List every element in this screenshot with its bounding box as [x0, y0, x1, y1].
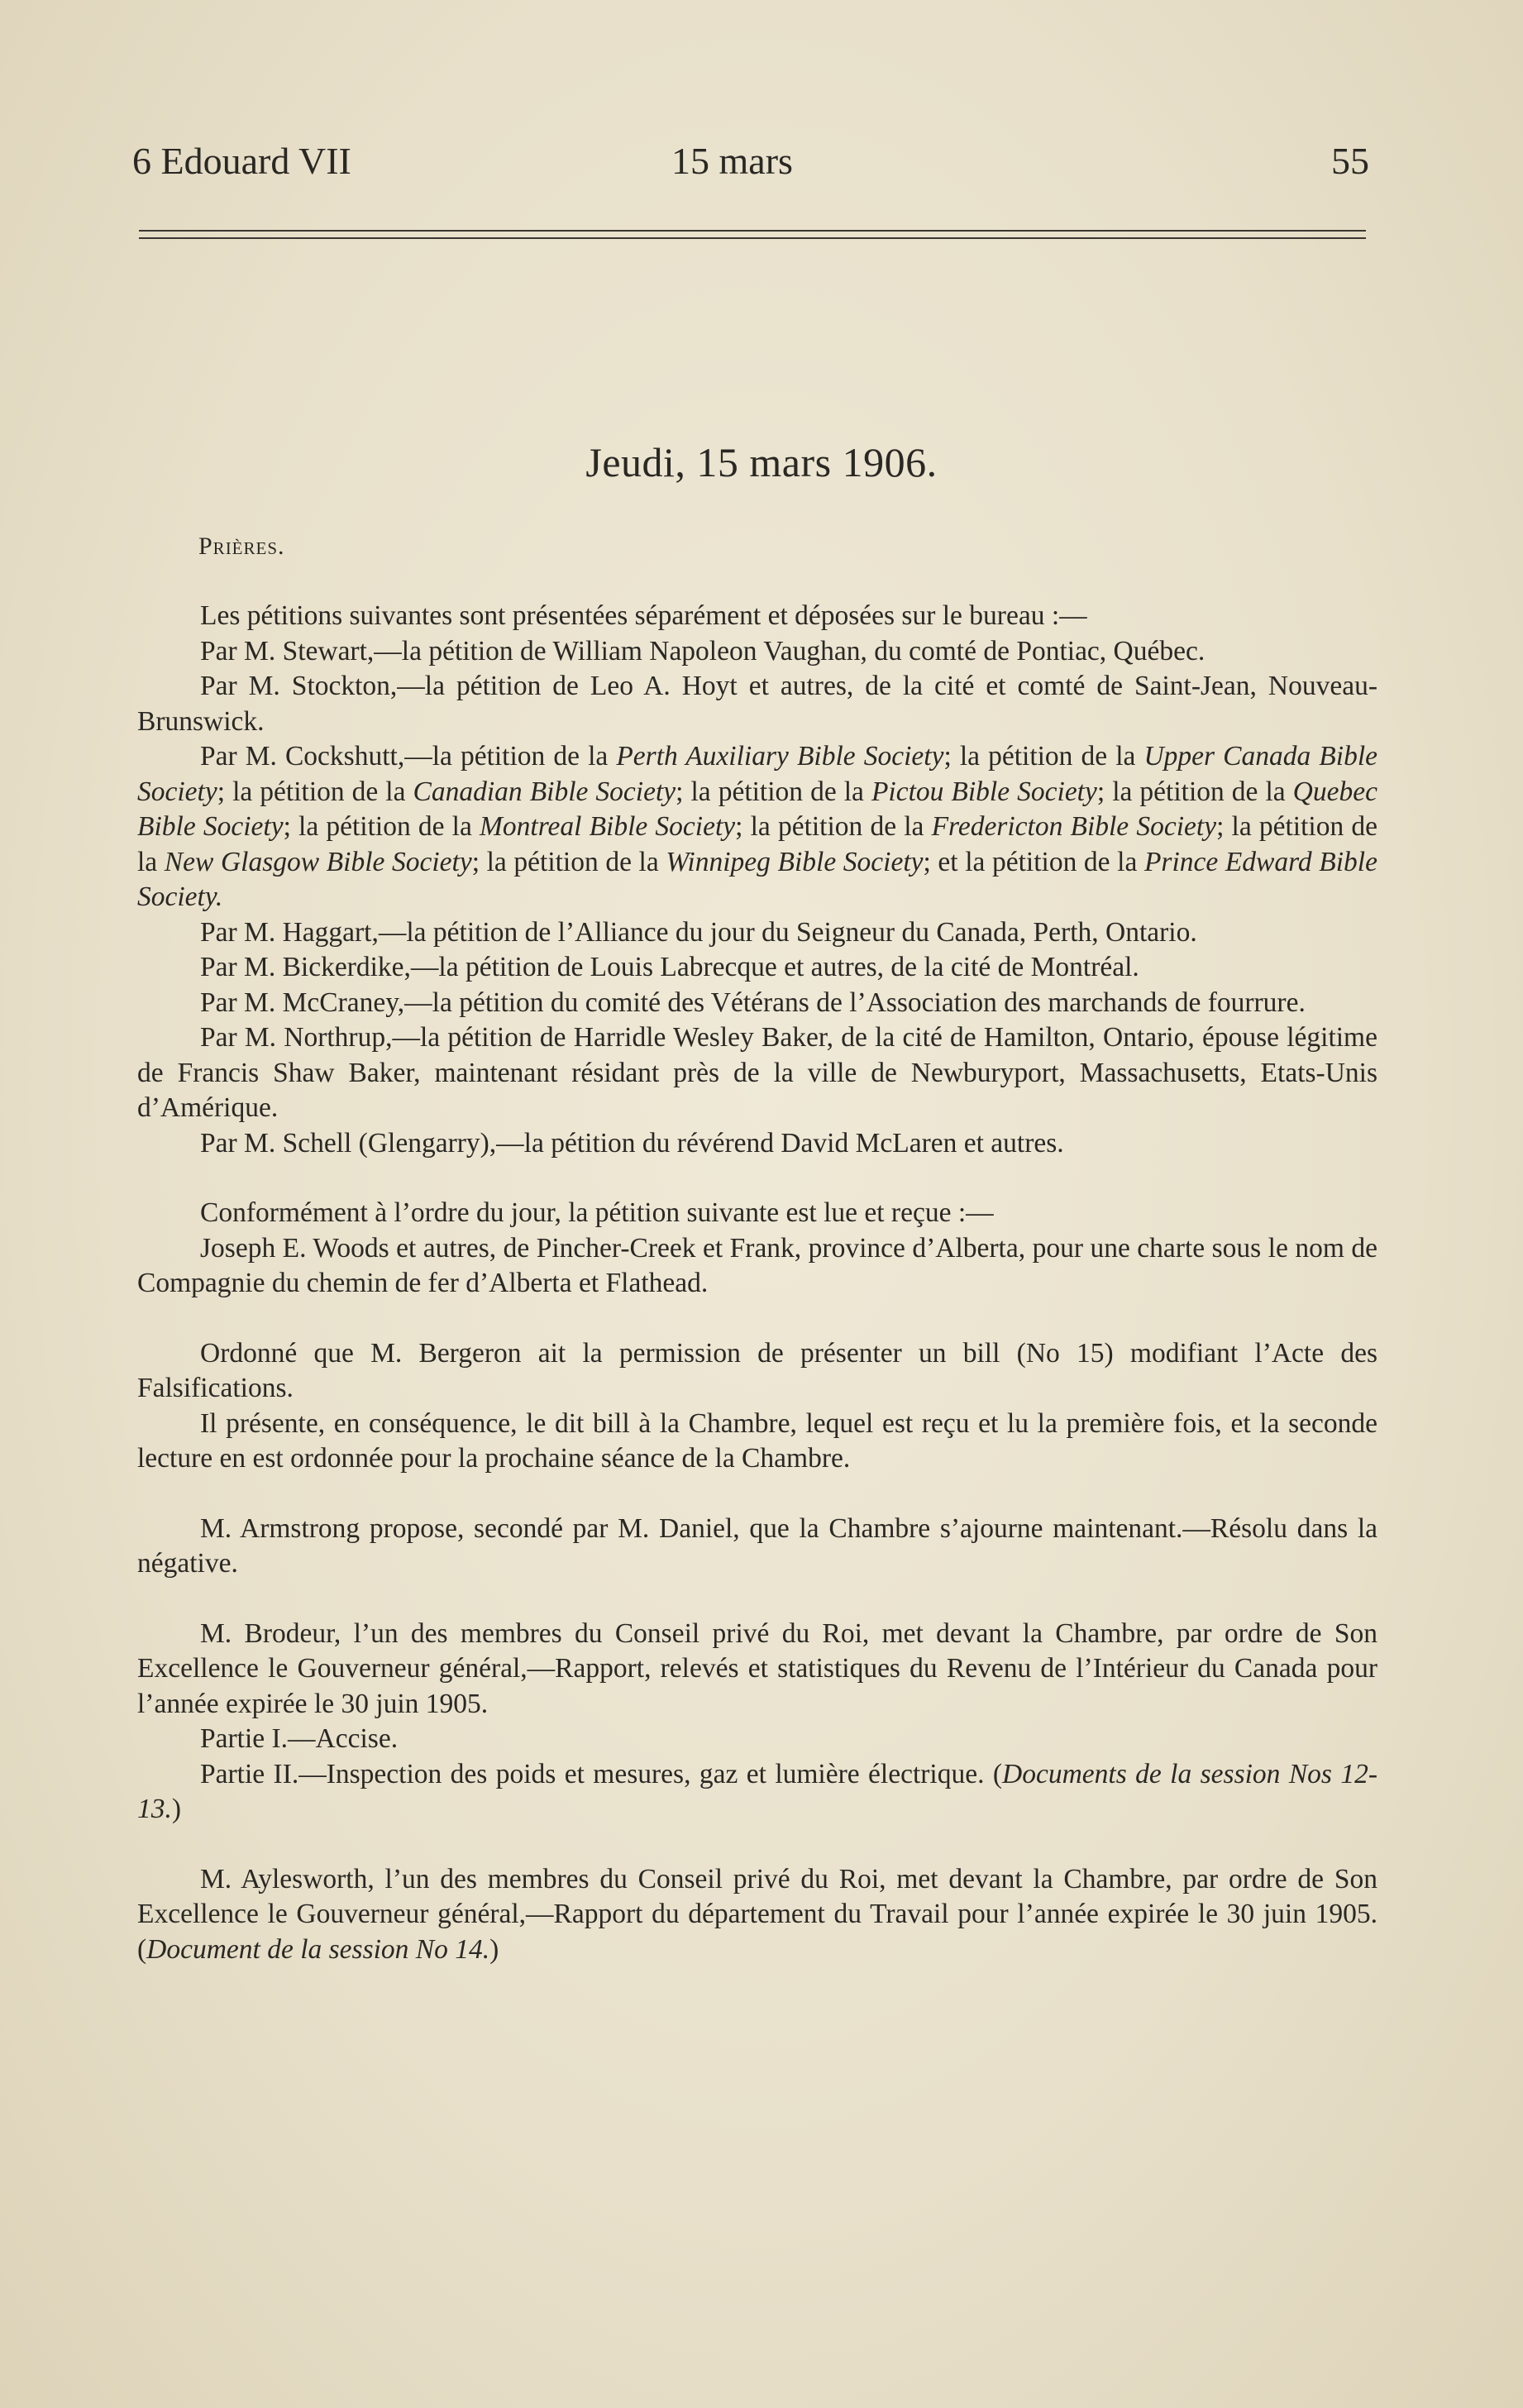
paragraph: Les pétitions suivantes sont présentées séparément et déposées sur le bureau :— — [200, 600, 1087, 631]
paragraph: Partie II.—Inspection des poids et mesures, gaz et lumière électrique. (Documents de la session Nos 12-13.) — [137, 1758, 1378, 1824]
paragraph: Par M. Schell (Glengarry),—la pétition du révérend David McLaren et autres. — [200, 1127, 1064, 1159]
society-name: New Glasgow Bible Society — [164, 846, 472, 877]
society-name: Perth Auxiliary Bible Society — [616, 741, 944, 772]
header-date: 15 mars — [671, 140, 793, 182]
society-name: Canadian Bible Society — [413, 776, 676, 807]
paragraph: M. Aylesworth, l’un des membres du Conseil privé du Roi, met devant la Chambre, par ordre de Son Excellence le Gouverneur général,—Rapport du département du Travail pour l’année expirée le 30 juin 1905. (Document de la session No 14.) — [137, 1863, 1377, 1965]
society-name: Upper Canada Bible Society — [137, 741, 1377, 807]
paragraph: Il présente, en conséquence, le dit bill à la Chambre, lequel est reçu et lu la première fois, et la seconde lecture en est ordonnée pour la prochaine séance de la Chambre. — [137, 1407, 1377, 1474]
society-name: Prince Edward Bible Society. — [137, 846, 1377, 912]
paragraph: Par M. McCraney,—la pétition du comité des Vétérans de l’Association des marchands de fourrure. — [200, 987, 1306, 1018]
paragraph: Par M. Northrup,—la pétition de Harridle Wesley Baker, de la cité de Hamilton, Ontario, épouse légitime de Francis Shaw Baker, maintenant résidant près de la ville de Newburyport, Massachusetts, Etats-Unis d’Amérique. — [137, 1022, 1377, 1123]
session-document-ref: Document de la session No 14. — [146, 1933, 490, 1965]
society-name: Winnipeg Bible Society — [666, 846, 924, 877]
society-name: Montreal Bible Society — [479, 811, 736, 842]
journal-body — [137, 599, 1377, 1967]
paragraph: Par M. Haggart,—la pétition de l’Alliance du jour du Seigneur du Canada, Perth, Ontario. — [200, 916, 1197, 948]
paragraph: Par M. Bickerdike,—la pétition de Louis Labrecque et autres, de la cité de Montréal. — [200, 952, 1139, 982]
paragraph: M. Brodeur, l’un des membres du Conseil privé du Roi, met devant la Chambre, par ordre de Son Excellence le Gouverneur général,—Rapport, relevés et statistiques du Revenu de l’Intérieur du Canada pour l’année expirée le 30 juin 1905. — [137, 1617, 1377, 1719]
society-name: Fredericton Bible Society — [931, 811, 1217, 842]
paragraph: Par M. Stewart,—la pétition de William Napoleon Vaughan, du comté de Pontiac, Québec. — [200, 635, 1206, 666]
society-name: Quebec Bible Society — [137, 776, 1377, 842]
paragraph: Conformément à l’ordre du jour, la pétition suivante est lue et reçue :— — [200, 1197, 994, 1228]
running-header — [132, 139, 1369, 197]
society-name: Pictou Bible Society — [871, 776, 1097, 807]
sitting-date-title: Jeudi, 15 mars 1906. — [585, 439, 938, 485]
page-number: 55 — [1331, 140, 1369, 182]
header-rule-top — [139, 230, 1366, 232]
paragraph: Ordonné que M. Bergeron ait la permission de présenter un bill (No 15) modifiant l’Acte des Falsifications. — [137, 1337, 1377, 1403]
paragraph: Joseph E. Woods et autres, de Pincher-Creek et Frank, province d’Alberta, pour une charte sous le nom de Compagnie du chemin de fer d’Alberta et Flathead. — [137, 1232, 1377, 1298]
paragraph: M. Armstrong propose, secondé par M. Daniel, que la Chambre s’ajourne maintenant.—Résolu dans la négative. — [137, 1512, 1377, 1579]
paragraph: Par M. Stockton,—la pétition de Leo A. Hoyt et autres, de la cité et comté de Saint-Jean, Nouveau-Brunswick. — [137, 671, 1377, 737]
paragraph: Partie I.—Accise. — [200, 1723, 399, 1754]
header-rule-bottom — [139, 237, 1366, 239]
paragraph: Par M. Cockshutt,—la pétition de la Perth Auxiliary Bible Society; la pétition de la Upper Canada Bible Society; la pétition de la Canadian Bible Society; la pétition de la Pictou Bible Society; la pétition de la Quebec Bible Society; la pétition de la Montreal Bible Society; la pétition de la Fredericton Bible Society; la pétition de la New Glasgow Bible Society; la pétition de la Winnipeg Bible Society; et la pétition de la Prince Edward Bible Society. — [137, 741, 1377, 912]
session-document-ref: Documents de la session Nos 12-13. — [137, 1758, 1378, 1824]
header-regnal-year: 6 Edouard VII — [132, 140, 351, 182]
prayers-heading: Prières. — [198, 533, 285, 560]
